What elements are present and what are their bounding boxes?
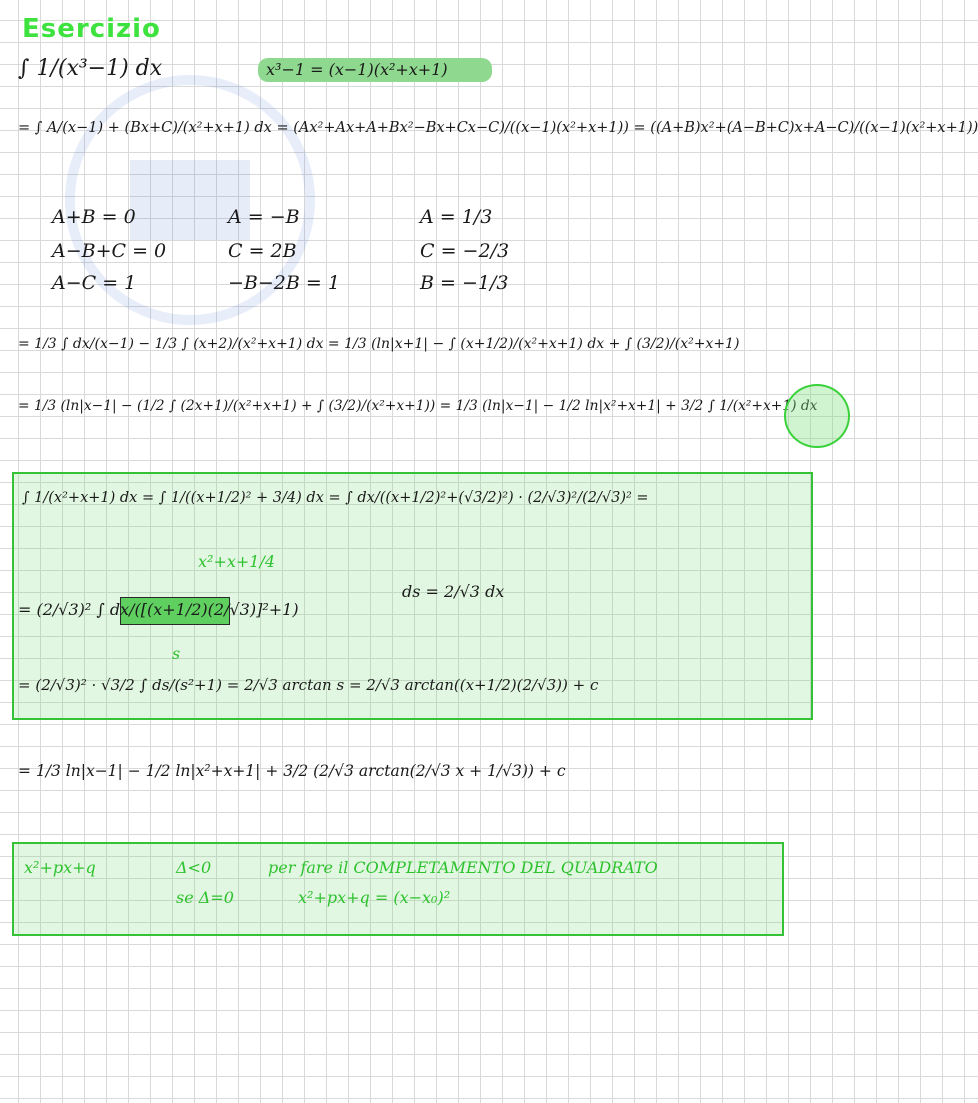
highlighted-integral-circle <box>784 384 850 448</box>
final-result: = 1/3 ln|x−1| − 1/2 ln|x²+x+1| + 3/2 (2/√3 arctan(2/√3 x + 1/√3)) + c <box>18 762 566 780</box>
box1-note: x²+x+1/4 <box>198 552 276 571</box>
system-3-line: C = −2/3 <box>420 240 510 262</box>
note-polynomial: x²+px+q <box>24 858 96 877</box>
note-delta: Δ<0 <box>176 858 212 877</box>
factorization: x³−1 = (x−1)(x²+x+1) <box>266 60 448 79</box>
system-3-line: A = 1/3 <box>420 206 493 228</box>
integral-split-step: = 1/3 ∫ dx/(x−1) − 1/3 ∫ (x+2)/(x²+x+1) dx = 1/3 (ln|x+1| − ∫ (x+1/2)/(x²+x+1) dx + ∫ (3/2)/(x²+x+1) <box>18 336 740 352</box>
system-2-line: C = 2B <box>228 240 297 262</box>
box1-s-label: s <box>172 644 181 663</box>
partial-fraction-step: = ∫ A/(x−1) + (Bx+C)/(x²+x+1) dx = (Ax²+Ax+A+Bx²−Bx+Cx−C)/((x−1)(x²+x+1)) = ((A+B)x²+(A−B+C)x+A−C)/((x−1)(x²+x+1)) <box>18 120 978 136</box>
box1-line-3: = (2/√3)² · √3/2 ∫ ds/(s²+1) = 2/√3 arctan s = 2/√3 arctan((x+1/2)(2/√3)) + c <box>18 676 599 694</box>
system-3-line: B = −1/3 <box>420 272 509 294</box>
note-delta-zero: se Δ=0 <box>176 888 234 907</box>
note-completing-square: per fare il COMPLETAMENTO DEL QUADRATO <box>268 858 658 877</box>
integral-statement: ∫ 1/(x³−1) dx <box>18 56 163 81</box>
box1-line-2: = (2/√3)² ∫ dx/([(x+1/2)(2/√3)]²+1) <box>18 600 299 619</box>
box1-ds: ds = 2/√3 dx <box>402 582 505 601</box>
watermark-logo <box>40 50 340 350</box>
system-1-line: A−B+C = 0 <box>52 240 167 262</box>
system-2-line: A = −B <box>228 206 300 228</box>
system-2-line: −B−2B = 1 <box>228 272 340 294</box>
box1-line-1: ∫ 1/(x²+x+1) dx = ∫ 1/((x+1/2)² + 3/4) dx = ∫ dx/((x+1/2)²+(√3/2)²) · (2/√3)²/(2/√3)² = <box>22 490 649 506</box>
note-square-form: x²+px+q = (x−x₀)² <box>298 888 451 907</box>
system-1-line: A+B = 0 <box>52 206 136 228</box>
log-step: = 1/3 (ln|x−1| − (1/2 ∫ (2x+1)/(x²+x+1) + ∫ (3/2)/(x²+x+1)) = 1/3 (ln|x−1| − 1/2 ln|x²+x+1| + 3/2 ∫ 1/(x²+x+1) dx <box>18 398 818 414</box>
page-title: Esercizio <box>22 14 161 44</box>
system-1-line: A−C = 1 <box>52 272 137 294</box>
